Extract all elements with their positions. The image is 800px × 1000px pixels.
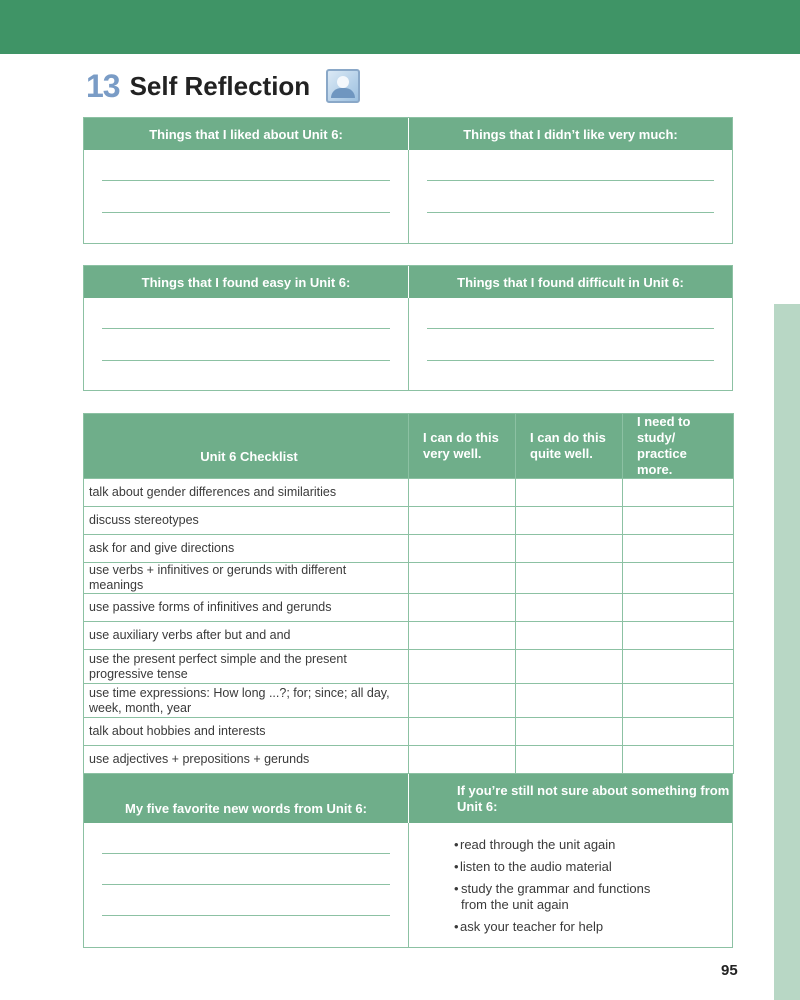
disliked-write-area[interactable] — [408, 150, 732, 243]
check-cell[interactable] — [623, 650, 734, 684]
top-banner — [0, 0, 800, 54]
check-cell[interactable] — [623, 622, 734, 650]
check-cell[interactable] — [409, 622, 516, 650]
check-cell[interactable] — [516, 746, 623, 774]
favorite-words-box — [83, 773, 733, 948]
writing-line[interactable] — [102, 853, 390, 854]
check-cell[interactable] — [623, 563, 734, 594]
very-well-header: I can do this very well. — [409, 414, 516, 479]
skill-label: talk about hobbies and interests — [84, 718, 409, 746]
writing-line[interactable] — [427, 360, 714, 361]
skill-label: use auxiliary verbs after but and and — [84, 622, 409, 650]
study-more-header: I need to study/ practice more. — [623, 414, 734, 479]
check-cell[interactable] — [409, 507, 516, 535]
reflection-icon — [326, 69, 360, 103]
liked-write-area[interactable] — [84, 150, 408, 243]
skill-label: ask for and give directions — [84, 535, 409, 563]
easy-write-area[interactable] — [84, 298, 408, 390]
table-row — [84, 650, 734, 684]
check-cell[interactable] — [623, 746, 734, 774]
table-row — [84, 535, 734, 563]
writing-line[interactable] — [102, 915, 390, 916]
disliked-header: Things that I didn’t like very much: — [408, 118, 732, 150]
check-cell[interactable] — [623, 594, 734, 622]
page-title — [86, 66, 360, 106]
check-cell[interactable] — [409, 479, 516, 507]
skill-label: discuss stereotypes — [84, 507, 409, 535]
liked-box — [83, 117, 733, 244]
unit-checklist-table — [83, 413, 734, 774]
check-cell[interactable] — [516, 684, 623, 718]
liked-header: Things that I liked about Unit 6: — [149, 126, 343, 142]
skill-label: use time expressions: How long ...?; for; since; all day, week, month, year — [84, 684, 409, 718]
checklist-header: Unit 6 Checklist — [84, 414, 409, 479]
table-row — [84, 718, 734, 746]
unit-number: 13 — [86, 67, 120, 104]
list-item: •listen to the audio material — [454, 859, 612, 874]
list-item: • study the grammar and functions from the unit again — [454, 881, 651, 912]
page-number: 95 — [721, 962, 738, 979]
writing-line[interactable] — [102, 180, 390, 181]
check-cell[interactable] — [409, 563, 516, 594]
writing-line[interactable] — [427, 180, 714, 181]
skill-label: use the present perfect simple and the present progressive tense — [84, 650, 409, 684]
check-cell[interactable] — [409, 684, 516, 718]
table-row — [84, 507, 734, 535]
check-cell[interactable] — [409, 594, 516, 622]
writing-line[interactable] — [427, 328, 714, 329]
side-tab — [774, 304, 800, 1000]
skill-label: talk about gender differences and similarities — [84, 479, 409, 507]
check-cell[interactable] — [516, 718, 623, 746]
table-row — [84, 479, 734, 507]
skill-label: use verbs + infinitives or gerunds with different meanings — [84, 563, 409, 594]
list-item: •ask your teacher for help — [454, 919, 604, 934]
quite-well-header: I can do this quite well. — [516, 414, 623, 479]
check-cell[interactable] — [409, 718, 516, 746]
check-cell[interactable] — [516, 479, 623, 507]
table-row — [84, 622, 734, 650]
check-cell[interactable] — [623, 507, 734, 535]
favorite-words-header: My five favorite new words from Unit 6: — [125, 801, 367, 816]
tips-list — [454, 837, 664, 941]
writing-line[interactable] — [102, 328, 390, 329]
table-row — [84, 684, 734, 718]
check-cell[interactable] — [516, 563, 623, 594]
check-cell[interactable] — [516, 622, 623, 650]
skill-label: use adjectives + prepositions + gerunds — [84, 746, 409, 774]
easy-header: Things that I found easy in Unit 6: — [141, 274, 351, 290]
check-cell[interactable] — [516, 535, 623, 563]
writing-line[interactable] — [427, 212, 714, 213]
check-cell[interactable] — [516, 507, 623, 535]
skill-label: use passive forms of infinitives and gerunds — [84, 594, 409, 622]
difficult-write-area[interactable] — [408, 298, 732, 390]
tips-area — [408, 823, 732, 947]
check-cell[interactable] — [409, 650, 516, 684]
table-row — [84, 594, 734, 622]
check-cell[interactable] — [409, 746, 516, 774]
check-cell[interactable] — [623, 535, 734, 563]
check-cell[interactable] — [516, 594, 623, 622]
check-cell[interactable] — [623, 684, 734, 718]
table-row — [84, 563, 734, 594]
list-item: •read through the unit again — [454, 837, 616, 852]
check-cell[interactable] — [516, 650, 623, 684]
easy-box — [83, 265, 733, 391]
check-cell[interactable] — [409, 535, 516, 563]
title-text: Self Reflection — [129, 70, 311, 101]
difficult-header: Things that I found difficult in Unit 6: — [408, 266, 732, 298]
writing-line[interactable] — [102, 212, 390, 213]
table-row — [84, 746, 734, 774]
check-cell[interactable] — [623, 718, 734, 746]
not-sure-header: If you’re still not sure about something from Unit 6: — [408, 774, 732, 823]
check-cell[interactable] — [623, 479, 734, 507]
writing-line[interactable] — [102, 884, 390, 885]
writing-line[interactable] — [102, 360, 390, 361]
favorite-words-write-area[interactable] — [84, 823, 408, 947]
